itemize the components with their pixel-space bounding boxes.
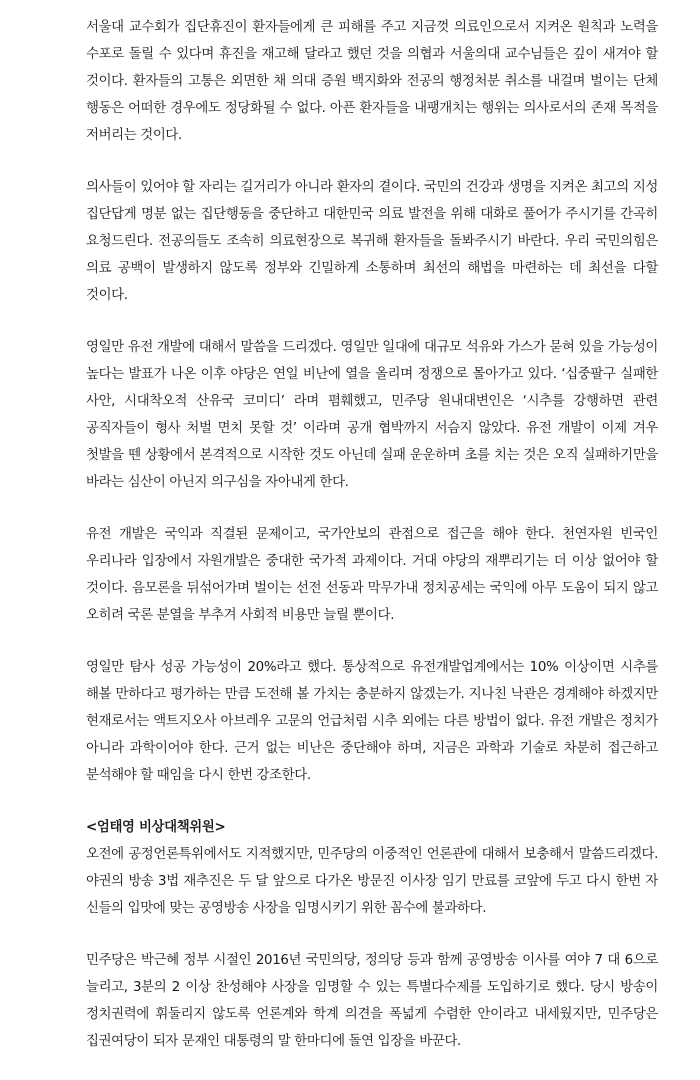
speaker-section	[86, 814, 658, 1055]
paragraph-exploration-probability: 영일만 탐사 성공 가능성이 20%라고 했다. 통상적으로 유전개발업계에서는 10% 이상이면 시추를 해볼 만하다고 평가하는 만큼 도전해 볼 가치는 충분하지 않겠는가. 지나친 낙관은 경계해야 하겠지만 현재로서는 액트지오사 아브레우 고문의 언급처럼 시추 외에는 다른 방법이 없다. 유전 개발은 정치가 아니라 과학이어야 한다. 근거 없는 비난은 중단해야 하며, 지금은 과학과 기술로 차분히 접근하고 분석해야 할 때임을 다시 한번 강조한다.	[86, 660, 658, 783]
paragraph-democratic-party-stance: 민주당은 박근혜 정부 시절인 2016년 국민의당, 정의당 등과 함께 공영방송 이사를 여야 7 대 6으로 늘리고, 3분의 2 이상 찬성해야 사장을 임명할 수 있는 특별다수제를 도입하기로 했다. 당시 방송이 정치권력에 휘둘리지 않도록 언론계와 학계 의견을 폭넓게 수렴한 안이라고 내세웠지만, 민주당은 집권여당이 되자 문재인 대통령의 말 한마디에 돌연 입장을 바꾼다.	[86, 953, 658, 1049]
paragraph-medical-strike: 서울대 교수회가 집단휴진이 환자들에게 큰 피해를 주고 지금껏 의료인으로서 지켜온 원칙과 노력을 수포로 돌릴 수 있다며 휴진을 재고해 달라고 했던 것을 의협과 서울의대 교수님들은 깊이 새겨야 할 것이다. 환자들의 고통은 외면한 채 의대 증원 백지화와 전공의 행정처분 취소를 내걸며 벌이는 단체 행동은 어떠한 경우에도 정당화될 수 없다. 아픈 환자들을 내팽개치는 행위는 의사로서의 존재 목적을 저버리는 것이다.	[86, 20, 658, 143]
paragraph-oil-development: 영일만 유전 개발에 대해서 말씀을 드리겠다. 영일만 일대에 대규모 석유와 가스가 묻혀 있을 가능성이 높다는 발표가 나온 이후 야당은 연일 비난에 열을 올리며 정쟁으로 몰아가고 있다. ‘십중팔구 실패한 사안, 시대착오적 산유국 코미디’ 라며 폄훼했고, 민주당 원내대변인은 ‘시추를 강행하면 관련 공직자들이 형사 처벌 면치 못할 것’ 이라며 공개 협박까지 서슴지 않았다. 유전 개발이 이제 겨우 첫발을 뗀 상황에서 본격적으로 시작한 것도 아닌데 실패 운운하며 초를 치는 것은 오직 실패하기만을 바라는 심산이 아닌지 의구심을 자아내게 한다.	[86, 340, 658, 490]
paragraph-broadcast-laws: 오전에 공정언론특위에서도 지적했지만, 민주당의 이중적인 언론관에 대해서 보충해서 말씀드리겠다. 야권의 방송 3법 재추진은 두 달 앞으로 다가온 방문진 이사장 임기 만료를 코앞에 두고 다시 한번 자신들의 입맛에 맞는 공영방송 사장을 임명시키기 위한 꼼수에 불과하다.	[86, 847, 658, 916]
paragraph-doctors-place: 의사들이 있어야 할 자리는 길거리가 아니라 환자의 곁이다. 국민의 건강과 생명을 지켜온 최고의 지성 집단답게 명분 없는 집단행동을 중단하고 대한민국 의료 발전을 위해 대화로 풀어가 주시기를 간곡히 요청드린다. 전공의들도 조속히 의료현장으로 복귀해 환자들을 돌봐주시기 바란다. 우리 국민의힘은 의료 공백이 발생하지 않도록 정부와 긴밀하게 소통하며 최선의 해법을 마련하는 데 최선을 다할 것이다.	[86, 180, 658, 303]
paragraph-national-interest: 유전 개발은 국익과 직결된 문제이고, 국가안보의 관점으로 접근을 해야 한다. 천연자원 빈국인 우리나라 입장에서 자원개발은 중대한 국가적 과제이다. 거대 야당의 재뿌리기는 더 이상 없어야 할 것이다. 음모론을 뒤섞어가며 벌이는 선전 선동과 막무가내 정치공세는 국익에 아무 도움이 되지 않고 오히려 국론 분열을 부추겨 사회적 비용만 늘릴 뿐이다.	[86, 527, 658, 623]
document-body	[86, 14, 658, 1080]
speaker-heading: <엄태영 비상대책위원>	[86, 820, 226, 835]
